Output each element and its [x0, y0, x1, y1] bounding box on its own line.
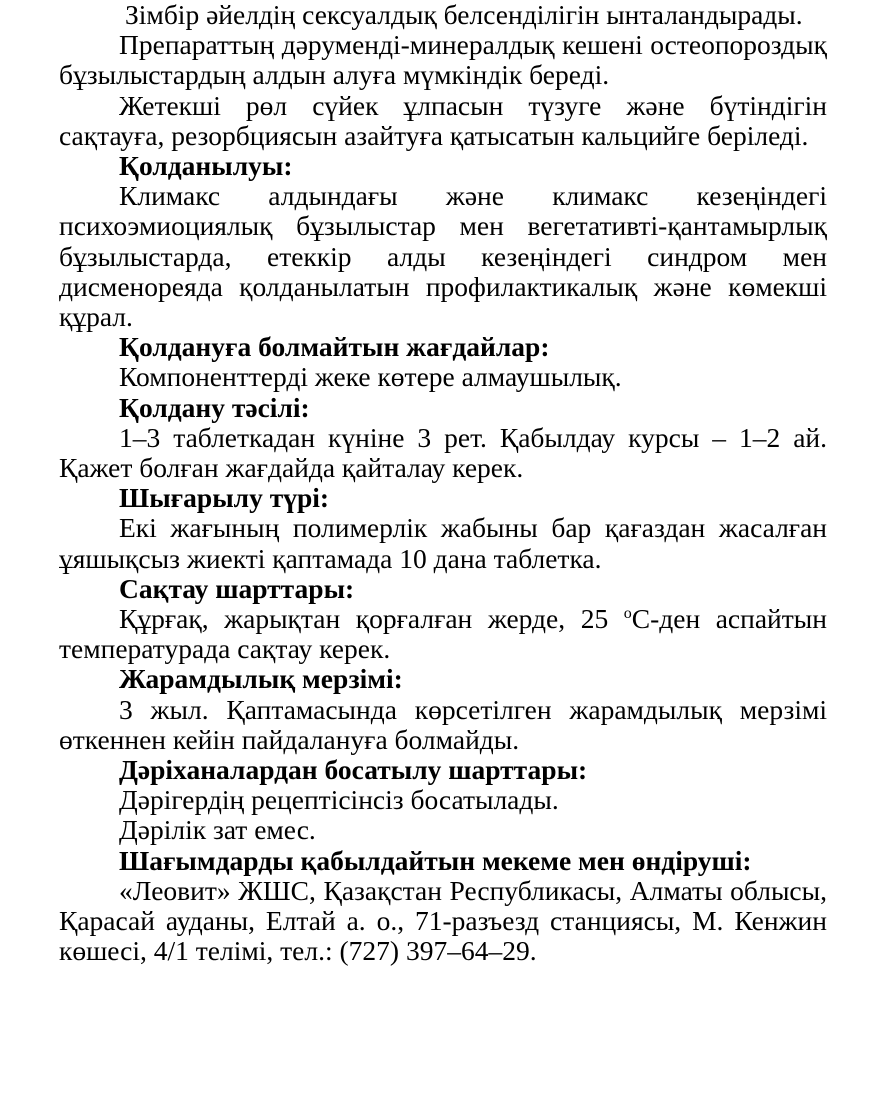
degree-sign: o: [623, 604, 632, 622]
dispensing-line-2: Дәрілік зат емес.: [119, 814, 316, 846]
manufacturer-heading: Шағымдарды қабылдайтын мекеме мен өндіруші:: [119, 844, 752, 876]
form-heading: Шығарылу түрі:: [119, 482, 330, 514]
contraindications-heading: Қолдануға болмайтын жағдайлар:: [119, 331, 550, 363]
usage-heading: Қолданылуы:: [119, 150, 293, 182]
shelf-life-heading: Жарамдылық мерзімі:: [119, 663, 403, 695]
method-heading: Қолдану тәсілі:: [119, 391, 310, 423]
dispensing-heading: Дәріханалардан босатылу шарттары:: [119, 754, 588, 786]
intro-paragraph-3: Жетекші рөл сүйек ұлпасын түзуге және бүтіндігін сақтауға, резорбциясын азайтуға қатысатын кальцийге беріледі.: [59, 89, 827, 151]
intro-paragraph-2: Препараттың дәруменді-минералдық кешені остеопороздық бұзылыстардың алдын алуға мүмкіндік береді.: [59, 29, 827, 91]
dispensing-line-1: Дәрігердің рецептісінсіз босатылады.: [119, 784, 559, 816]
document-page: [59, 0, 827, 967]
shelf-life-text: 3 жыл. Қаптамасында көрсетілген жарамдылық мерзімі өткеннен кейін пайдалануға болмайды.: [59, 693, 827, 755]
storage-text: [59, 604, 827, 664]
contraindications-text: Компоненттерді жеке көтере алмаушылық.: [119, 361, 622, 393]
storage-heading: Сақтау шарттары:: [119, 572, 355, 604]
usage-text: Климакс алдындағы және климакс кезеңіндегі психоэмиоциялық бұзылыстар мен вегетативті-қантамырлық бұзылыстарда, етеккір алды кезеңіндегі синдром мен дисменореяда қолданылатын профилактикалық және көмекші құрал.: [59, 180, 827, 333]
intro-paragraph-1: Зімбір әйелдің сексуалдық белсенділігін ынталандырады.: [125, 0, 803, 30]
storage-text-before: Құрғақ, жарықтан қорғалған жерде, 25: [119, 603, 624, 635]
storage-text-after: С-ден аспайтын температурада сақтау керек.: [59, 603, 827, 665]
method-text: 1–3 таблеткадан күніне 3 рет. Қабылдау курсы – 1–2 ай. Қажет болған жағдайда қайталау керек.: [59, 421, 827, 484]
manufacturer-text: «Леовит» ЖШС, Қазақстан Республикасы, Алматы облысы, Қарасай ауданы, Елтай а. о., 71-разъезд станциясы, М. Кенжин көшесі, 4/1 телімі, тел.: (727) 397–64–29.: [59, 874, 827, 967]
form-text: Екі жағының полимерлік жабыны бар қағаздан жасалған ұяшықсыз жиекті қаптамада 10 дана таблетка.: [59, 512, 827, 574]
